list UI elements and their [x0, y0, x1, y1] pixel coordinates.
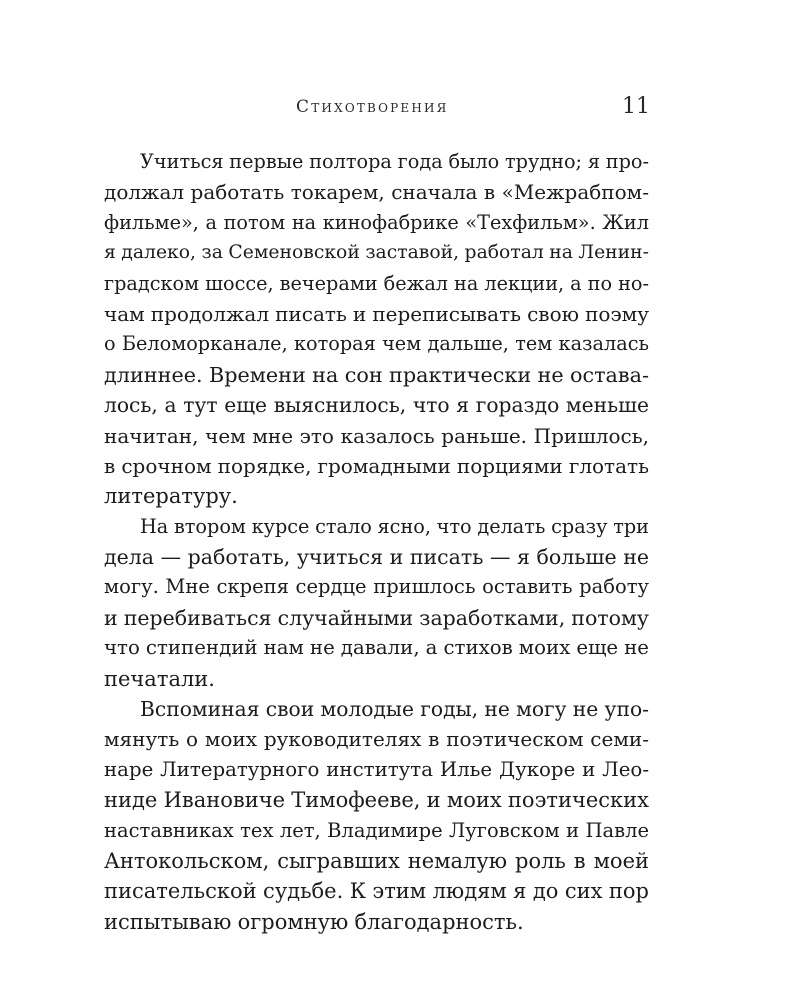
- text-line: и перебиваться случайными заработками, потому: [104, 605, 649, 630]
- text-line: наре Литературного института Илье Дукоре и Лео-: [104, 757, 649, 781]
- text-line: ниде Ивановиче Тимофееве, и моих поэтических: [104, 788, 649, 813]
- body-text: [104, 147, 649, 937]
- text-line: Учиться первые полтора года было трудно; я про-: [140, 150, 649, 173]
- text-line: фильме», а потом на кинофабрике «Техфильм». Жил: [104, 210, 649, 234]
- text-line: мянуть о моих руководителях в поэтическом семи-: [104, 727, 649, 752]
- text-line: наставниках тех лет, Владимире Луговском и Павле: [104, 818, 649, 842]
- text-line: я далеко, за Семеновской заставой, работал на Ленин-: [104, 242, 649, 264]
- text-line: начитан, чем мне это казалось раньше. Пришлось,: [104, 423, 649, 448]
- paragraph-1: [104, 147, 649, 512]
- running-head-title: Стихотворения: [296, 97, 449, 117]
- text-line: что стипендий нам не давали, а стихов моих еще не: [104, 636, 649, 660]
- text-line: литературу.: [104, 484, 238, 509]
- text-line: в срочном порядке, громадными порциями глотать: [104, 453, 649, 478]
- text-line: печатали.: [104, 666, 215, 691]
- text-line: писательской судьбе. К этим людям я до сих пор: [104, 879, 649, 904]
- text-line: испытываю огромную благодарность.: [104, 909, 524, 934]
- page-number: 11: [622, 94, 650, 119]
- text-line: дела — работать, учиться и писать — я больше не: [104, 545, 649, 570]
- text-line: На втором курсе стало ясно, что делать сразу три: [140, 514, 649, 538]
- text-line: лось, а тут еще выяснилось, что я гораздо меньше: [104, 393, 649, 418]
- text-line: Антокольском, сыгравших немалую роль в моей: [104, 848, 649, 873]
- paragraph-2: [104, 512, 649, 694]
- paragraph-3: [104, 694, 649, 937]
- text-line: о Беломорканале, которая чем дальше, тем казалась: [104, 332, 649, 356]
- text-line: Вспоминая свои молодые годы, не могу не упо-: [140, 697, 649, 722]
- text-line: могу. Мне скрепя сердце пришлось оставить работу: [104, 575, 649, 599]
- text-line: длиннее. Времени на сон практически не остава-: [104, 362, 649, 387]
- text-line: должал работать токарем, сначала в «Межрабпом-: [104, 180, 649, 205]
- text-line: чам продолжал писать и переписывать свою поэму: [104, 301, 649, 326]
- text-line: градском шоссе, вечерами бежал на лекции, а по но-: [104, 271, 649, 295]
